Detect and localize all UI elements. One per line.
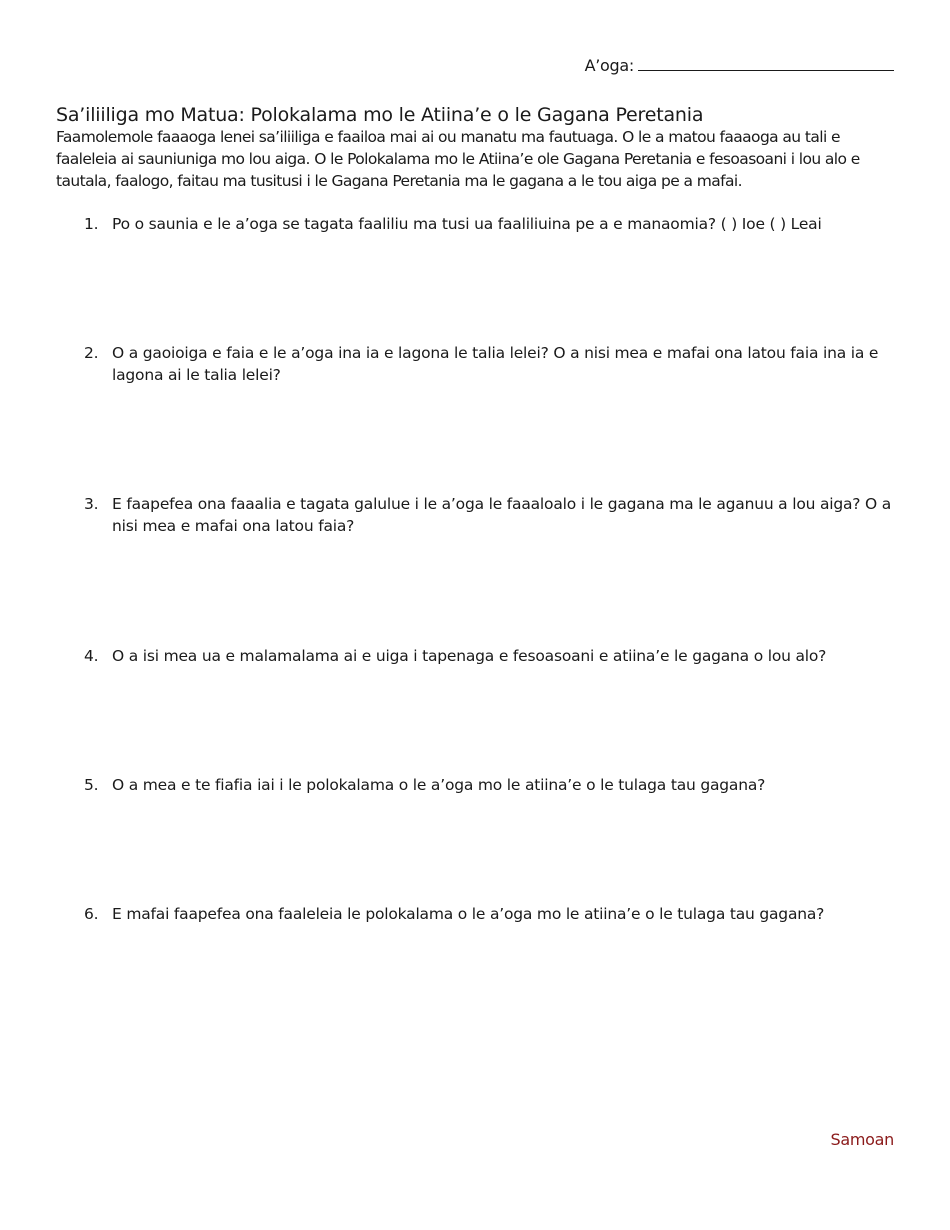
question-text: O a isi mea ua e malamalama ai e uiga i tapenaga e fesoasoani e atiina’e le gagana o lou alo? — [112, 647, 827, 665]
question-6 — [84, 903, 894, 925]
question-number: 3. — [84, 495, 99, 513]
page-title: Sa’iliiliga mo Matua: Polokalama mo le Atiina’e o le Gagana Peretania — [56, 104, 704, 126]
school-blank-line[interactable] — [638, 56, 894, 71]
school-label: A’oga: — [584, 56, 634, 75]
question-3 — [84, 493, 894, 537]
question-2 — [84, 342, 894, 386]
question-number: 5. — [84, 776, 99, 794]
question-number: 1. — [84, 215, 99, 233]
question-text: O a mea e te fiafia iai i le polokalama o le a’oga mo le atiina’e o le tulaga tau gagana? — [112, 776, 766, 794]
question-number: 2. — [84, 344, 99, 362]
question-number: 4. — [84, 647, 99, 665]
question-4 — [84, 645, 894, 667]
question-text: E faapefea ona faaalia e tagata galulue i le a’oga le faaaloalo i le gagana ma le aganuu a lou aiga? O a nisi mea e mafai ona latou faia? — [112, 495, 892, 535]
question-text: E mafai faapefea ona faaleleia le polokalama o le a’oga mo le atiina’e o le tulaga tau gagana? — [112, 905, 825, 923]
question-number: 6. — [84, 905, 99, 923]
question-text: Po o saunia e le a’oga se tagata faaliliu ma tusi ua faaliliuina pe a e manaomia? ( ) Ioe ( ) Leai — [112, 215, 822, 233]
question-1 — [84, 213, 894, 235]
question-text: O a gaoioiga e faia e le a’oga ina ia e lagona le talia lelei? O a nisi mea e mafai ona latou faia ina ia e lagona ai le talia lelei? — [112, 344, 879, 384]
language-label: Samoan — [830, 1130, 894, 1149]
question-5 — [84, 774, 894, 796]
intro-paragraph: Faamolemole faaaoga lenei sa’iliiliga e faailoa mai ai ou manatu ma fautuaga. O le a matou faaaoga au tali e faaleleia ai sauniuniga mo lou aiga. O le Polokalama mo le Atiina’e ole Gagana Peretania e fesoasoani i lou alo e tautala, faalogo, faitau ma tusitusi i le Gagana Peretania ma le gagana a le tou aiga pe a mafai. — [56, 128, 860, 190]
school-field — [585, 56, 894, 75]
